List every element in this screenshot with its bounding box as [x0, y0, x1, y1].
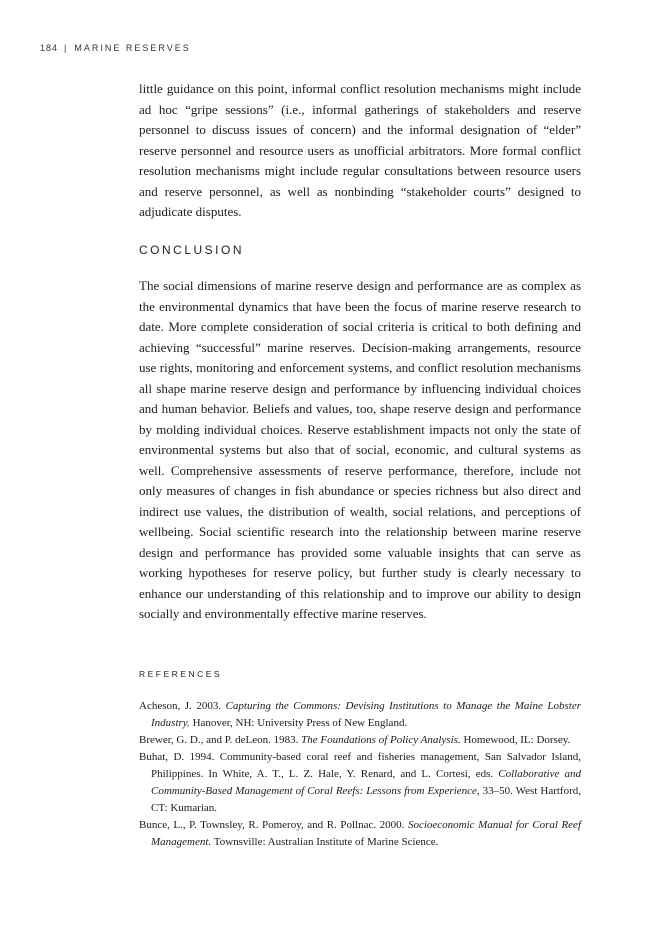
running-head-title: MARINE RESERVES	[74, 43, 191, 53]
reference-title: Collaborative and Community-Based Management of Coral Reefs: Lessons from Experience,	[151, 768, 581, 797]
body-paragraph-2: The social dimensions of marine reserve design and performance are as complex as the environmental dynamics that have been the focus of marine reserve research to date. More complete consideration of social criteria is critical to both defining and achieving “successful” marine reserves. Decision-making arrangements, resource use rights, monitoring and enforcement systems, and conflict resolution mechanisms all shape marine reserve design and performance by influencing individual choices and human behavior. Beliefs and values, too, shape reserve design and performance by molding individual choices. Reserve establishment impacts not only the state of environmental systems but also that of social, economic, and cultural systems as well. Comprehensive assessments of reserve performance, therefore, include not only measures of changes in fish abundance or species richness but also direct and indirect use values, the distribution of wealth, social relations, and perceptions of wellbeing. Social scientific research into the relationship between marine reserve design and performance has provided some valuable insights that can serve as working hypotheses for reserve policy, but further study is clearly necessary to enhance our understanding of this relationship and to improve our ability to design socially and environmentally effective marine reserves.	[139, 278, 581, 621]
reference-title: The Foundations of Policy Analysis.	[301, 734, 461, 746]
running-head	[40, 43, 191, 53]
reference-text: Hanover, NH: University Press of New England.	[189, 717, 408, 729]
reference-text: Bunce, L., P. Townsley, R. Pomeroy, and R. Pollnac. 2000.	[139, 819, 408, 831]
reference-title: Capturing the Commons: Devising Institutions to Manage the Maine Lobster Industry.	[151, 700, 581, 729]
reference-title: Socioeconomic Manual for Coral Reef Management.	[151, 819, 581, 848]
reference-item	[139, 817, 581, 851]
section-heading-references: REFERENCES	[139, 669, 223, 679]
reference-text: Brewer, G. D., and P. deLeon. 1983.	[139, 734, 302, 746]
page-number: 184	[40, 43, 59, 53]
reference-item	[139, 698, 581, 732]
reference-text: Acheson, J. 2003.	[139, 700, 226, 712]
reference-item	[139, 749, 581, 817]
reference-text: 33–50. West Hartford, CT: Kumarian.	[151, 785, 581, 814]
reference-list	[139, 698, 581, 851]
reference-text: Buhat, D. 1994. Community-based coral reef and fisheries management, San Salvador Island, Philippines. In White, A. T., L. Z. Hale, Y. Renard, and L. Cortesi, eds.	[139, 751, 581, 780]
reference-text: Townsville: Australian Institute of Marine Science.	[211, 836, 439, 848]
running-head-separator: |	[64, 43, 69, 53]
section-heading-conclusion: CONCLUSION	[139, 243, 245, 257]
reference-text: Homewood, IL: Dorsey.	[460, 734, 571, 746]
reference-item	[139, 732, 581, 749]
body-paragraph-1: little guidance on this point, informal conflict resolution mechanisms might include ad hoc “gripe sessions” (i.e., informal gatherings of stakeholders and reserve personnel to discuss issues of concern) and the informal designation of “elder” reserve personnel and resource users as unofficial arbitrators. More formal conflict resolution mechanisms might include regular consultations between resource users and reserve personnel, as well as nonbinding “stakeholder courts” designed to adjudicate disputes.	[139, 81, 581, 219]
